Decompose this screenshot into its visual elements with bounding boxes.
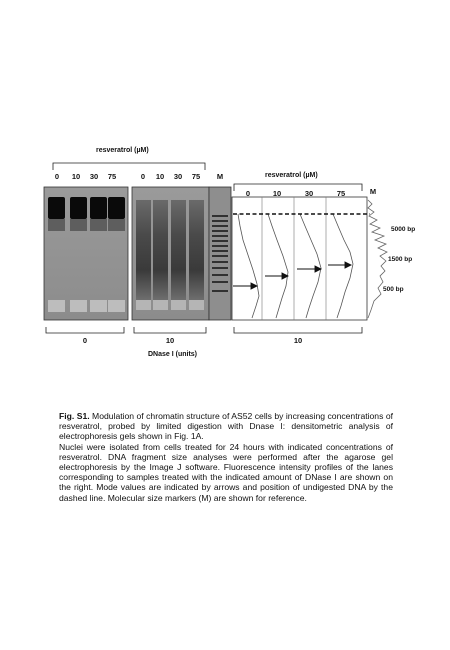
dnase-units-label: DNase I (units) xyxy=(148,351,198,358)
size-marker-500: 500 bp xyxy=(383,286,404,293)
right-group-label: 10 xyxy=(165,336,175,345)
right-lane-label-2: 30 xyxy=(173,172,183,181)
profile-marker-label: M xyxy=(369,187,377,196)
profile-lane-label-0: 0 xyxy=(245,189,251,198)
marker-profile xyxy=(368,200,387,318)
gel-resveratrol-header: resveratrol (µM) xyxy=(96,147,149,154)
caption-body: Nuclei were isolated from cells treated for 24 hours with indicated concentrations of resveratrol. DNA fragment size analyses were performed after the agarose gel electrophoresis by the Image J software. Fluorescence intensity profiles of the lanes corresponding to samples treated with the indicated amount of DNase I are shown on the right. Mode values are indicated by arrows and position of undigested DNA by the dashed line. Molecular size markers (M) are shown for reference. xyxy=(59,441,393,503)
gel-marker-label: M xyxy=(216,172,224,181)
caption-title-text: Modulation of chromatin structure of AS52 cells by increasing concentrations of resveratrol, probed by limited digestion with Dnase I: densitometric analysis of electrophoresis gels shown in Fig. 1A. xyxy=(59,411,393,442)
size-marker-5000: 5000 bp xyxy=(391,226,416,233)
figure-caption xyxy=(59,411,393,503)
profile-lane-label-1: 10 xyxy=(272,189,282,198)
profile-resveratrol-header: resveratrol (µM) xyxy=(265,172,318,179)
left-lane-label-2: 30 xyxy=(89,172,99,181)
caption-fig-label: Fig. S1. xyxy=(59,411,90,421)
left-lane-label-3: 75 xyxy=(107,172,117,181)
profile-lane-label-3: 75 xyxy=(336,189,346,198)
size-marker-1500: 1500 bp xyxy=(388,256,413,263)
right-bottom-bracket xyxy=(134,327,206,333)
right-lane-label-0: 0 xyxy=(140,172,146,181)
left-bottom-bracket xyxy=(46,327,124,333)
left-group-label: 0 xyxy=(82,336,88,345)
marker-lane xyxy=(209,187,231,320)
profile-group-label: 10 xyxy=(293,336,303,345)
left-lane-label-1: 10 xyxy=(71,172,81,181)
left-lane-label-0: 0 xyxy=(54,172,60,181)
profile-bottom-bracket xyxy=(234,327,362,333)
right-lane-label-3: 75 xyxy=(191,172,201,181)
profile-panel xyxy=(232,197,367,320)
resveratrol-bracket xyxy=(53,163,205,170)
right-lane-label-1: 10 xyxy=(155,172,165,181)
profile-lane-label-2: 30 xyxy=(304,189,314,198)
caption-title xyxy=(59,411,393,442)
